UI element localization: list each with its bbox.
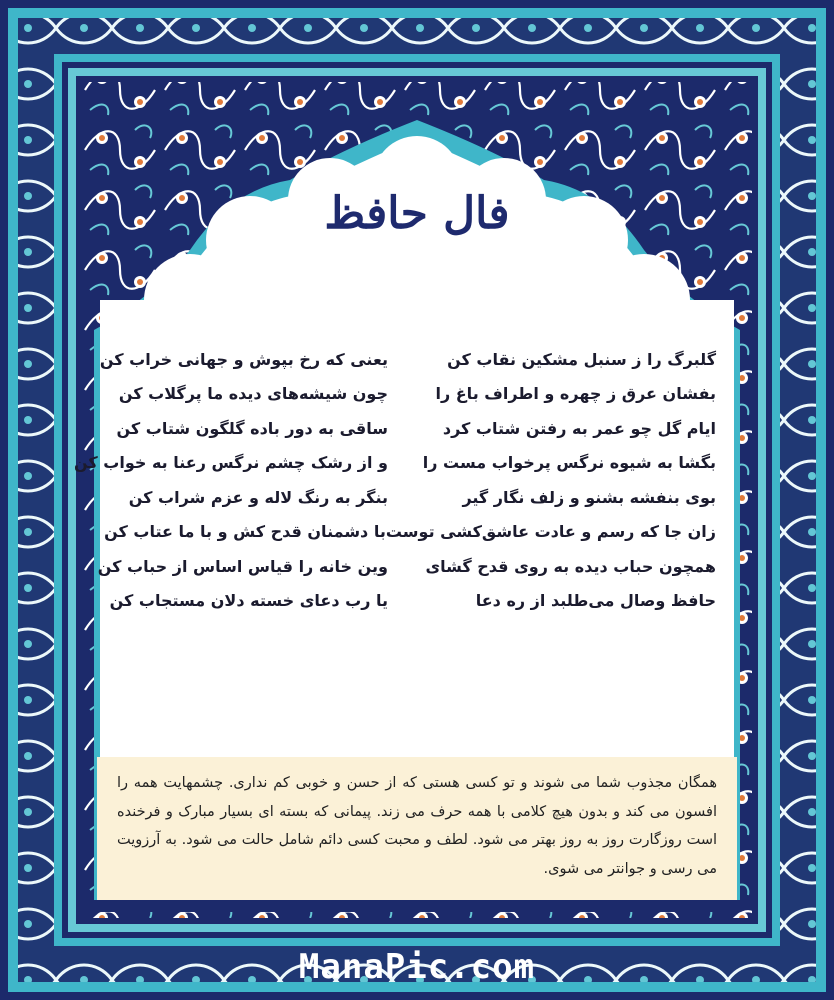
misra-right: بفشان عرق ز چهره و اطراف باغ را	[435, 384, 716, 404]
poem	[74, 342, 716, 618]
couplet	[97, 549, 716, 584]
watermark: ManaPic.com	[298, 947, 536, 987]
couplet	[118, 377, 716, 412]
misra-left: وین خانه را قیاس اساس از حباب کن	[97, 556, 388, 576]
page-title: فال حافظ	[324, 188, 510, 239]
couplet	[109, 584, 716, 619]
misra-left: با دشمنان قدح کش و با ما عتاب کن	[104, 522, 386, 542]
misra-left: بنگر به رنگ لاله و عزم شراب کن	[128, 487, 388, 507]
interpretation-panel: همگان مجذوب شما می شوند و تو کسی هستی که از حسن و خوبی کم نداری. چشمهایت همه را افسون می کند و بدون هیچ کلامی با همه حرف می زند. پیمانی که بسته ای بسیار مبارک و فرخنده است روزگارت روز به روز بهتر می شود. لطف و محبت کسی دائم شامل حالت می شود. به آرزویت می رسی و جوانتر می شوی.	[97, 757, 737, 900]
misra-right: گلبرگ را ز سنبل مشکین نقاب کن	[447, 349, 716, 369]
misra-left: یا رب دعای خسته دلان مستجاب کن	[109, 591, 388, 611]
misra-left: چون شیشه‌های دیده ما پرگلاب کن	[118, 384, 388, 404]
misra-right: همچون حباب دیده به روی قدح گشای	[425, 556, 716, 576]
misra-right: بگشا به شیوه نرگس پرخواب مست را	[422, 453, 716, 473]
couplet	[104, 515, 716, 550]
couplet	[74, 446, 716, 481]
misra-left: یعنی که رخ بپوش و جهانی خراب کن	[99, 349, 388, 369]
misra-right: ایام گل چو عمر به رفتن شتاب کرد	[442, 418, 716, 438]
couplet	[118, 480, 716, 515]
couplet	[99, 342, 716, 377]
misra-left: ساقی به دور باده گلگون شتاب کن	[116, 418, 388, 438]
misra-right: حافظ وصال می‌طلبد از ره دعا	[475, 591, 716, 611]
misra-right: زان جا که رسم و عادت عاشق‌کشی توست	[385, 522, 716, 542]
misra-right: بوی بنفشه بشنو و زلف نگار گیر	[462, 487, 716, 507]
couplet	[118, 411, 716, 446]
misra-left: و از رشک چشم نرگس رعنا به خواب کن	[74, 453, 388, 473]
